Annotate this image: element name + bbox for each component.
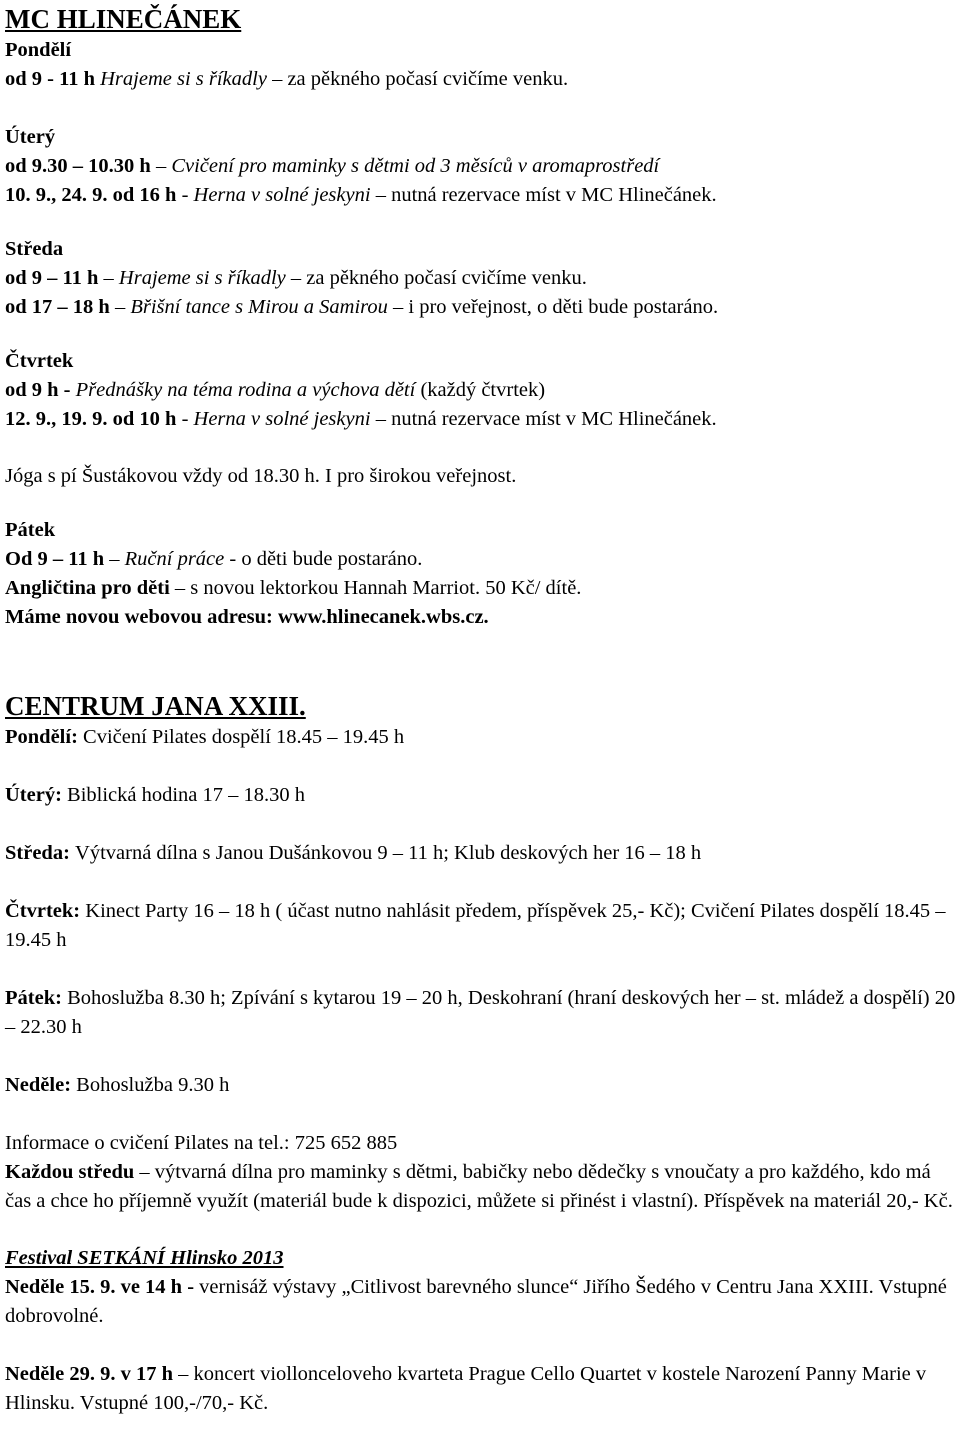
english-note: – s novou lektorkou Hannah Marriot. 50 Kč/ dítě. — [174, 577, 582, 599]
centrum-friday — [5, 984, 957, 1042]
wednesday-line-2 — [5, 293, 957, 322]
centrum-wednesday — [5, 839, 957, 868]
festival-event-2-text: – koncert viollonceloveho kvarteta Prague Cello Quartet v kostele Narození Panny Marie v Hlinsku. Vstupné 100,-/70,- Kč. — [5, 1363, 927, 1414]
friday-activity: – Ruční práce — [109, 548, 230, 570]
wednesday-heading: Středa — [5, 238, 64, 260]
thursday-activity-2: - Herna v solné jeskyni — [181, 408, 376, 430]
centrum-thursday-text: Kinect Party 16 – 18 h ( účast nutno nahlásit předem, příspěvek 25,- Kč); Cvičení Pilates dospělí 18.45 – 19.45 h — [5, 900, 946, 951]
tuesday-line-1 — [5, 152, 957, 181]
tuesday-line-2 — [5, 181, 957, 210]
centrum-monday-label: Pondělí: — [5, 726, 84, 748]
every-wednesday-text: – výtvarná dílna pro maminky s dětmi, babičky nebo dědečky s vnoučaty a pro každého, kdo má čas a chce ho příjemně využít (materiál bude k dispozici, můžete si přinést i vlastní). Příspěvek na materiál 20,- Kč. — [5, 1161, 953, 1212]
wednesday-line-1 — [5, 264, 957, 293]
friday-line-1 — [5, 545, 957, 574]
yoga-line: Jóga s pí Šustákovou vždy od 18.30 h. I pro širokou veřejnost. — [5, 465, 517, 487]
centrum-monday — [5, 723, 957, 752]
thursday-time: od 9 h - — [5, 379, 76, 401]
wednesday-time: od 9 – 11 h — [5, 267, 104, 289]
every-wednesday-label: Každou středu — [5, 1161, 140, 1183]
every-wednesday — [5, 1158, 957, 1216]
festival-event-1-text: vernisáž výstavy „Citlivost barevného slunce“ Jiřího Šedého v Centru Jana XXIII. Vstupné dobrovolné. — [5, 1276, 947, 1327]
festival-event-2-label: Neděle 29. 9. v 17 h — [5, 1363, 179, 1385]
english-label: Angličtina pro děti — [5, 577, 175, 599]
tuesday-note-2: – nutná rezervace míst v MC Hlinečánek. — [375, 184, 717, 206]
tuesday-activity: – Cvičení pro maminky s dětmi od 3 měsíců v aromaprostředí — [155, 155, 660, 177]
wednesday-activity-2: – Břišní tance s Mirou a Samirou – — [114, 296, 409, 318]
festival-title: Festival SETKÁNÍ Hlinsko 2013 — [5, 1247, 284, 1269]
centrum-tuesday — [5, 781, 957, 810]
tuesday-activity-2: - Herna v solné jeskyni — [181, 184, 376, 206]
centrum-title: CENTRUM JANA XXIII. — [5, 691, 306, 721]
festival-event-1-label: Neděle 15. 9. ve 14 h - — [5, 1276, 200, 1298]
wednesday-activity: – Hrajeme si s říkadly – — [103, 267, 307, 289]
thursday-line-1 — [5, 376, 957, 405]
centrum-monday-text: Cvičení Pilates dospělí 18.45 – 19.45 h — [83, 726, 405, 748]
friday-note: - o děti bude postaráno. — [229, 548, 423, 570]
centrum-wednesday-label: Středa: — [5, 842, 76, 864]
festival-event-1 — [5, 1273, 957, 1331]
thursday-line-2 — [5, 405, 957, 434]
english-line — [5, 574, 957, 603]
centrum-thursday-label: Čtvrtek: — [5, 900, 86, 922]
centrum-wednesday-text: Výtvarná dílna s Janou Dušánkovou 9 – 11 h; Klub deskových her 16 – 18 h — [75, 842, 702, 864]
tuesday-heading: Úterý — [5, 126, 56, 148]
centrum-friday-label: Pátek: — [5, 987, 68, 1009]
thursday-activity: Přednášky na téma rodina a výchova dětí — [75, 379, 416, 401]
friday-time: Od 9 – 11 h — [5, 548, 110, 570]
friday-heading: Pátek — [5, 519, 56, 541]
thursday-time-2: od 10 h — [112, 408, 182, 430]
centrum-sunday-text: Bohoslužba 9.30 h — [76, 1074, 230, 1096]
tuesday-dates: 10. 9., 24. 9. od 16 h — [5, 184, 182, 206]
centrum-tuesday-label: Úterý: — [5, 784, 68, 806]
monday-activity: Hrajeme si s říkadly – — [100, 68, 288, 90]
thursday-note-2: – nutná rezervace míst v MC Hlinečánek. — [375, 408, 717, 430]
centrum-friday-text: Bohoslužba 8.30 h; Zpívání s kytarou 19 – 20 h, Deskohraní (hraní deskových her – st. mládež a dospělí) 20 – 22.30 h — [5, 987, 956, 1038]
pilates-info: Informace o cvičení Pilates na tel.: 725 652 885 — [5, 1132, 398, 1154]
wednesday-note: za pěkného počasí cvičíme venku. — [306, 267, 587, 289]
centrum-tuesday-text: Biblická hodina 17 – 18.30 h — [67, 784, 306, 806]
document — [5, 0, 957, 1418]
wednesday-note-2: i pro veřejnost, o děti bude postaráno. — [408, 296, 719, 318]
centrum-sunday-label: Neděle: — [5, 1074, 77, 1096]
thursday-heading: Čtvrtek — [5, 350, 74, 372]
tuesday-time: od 9.30 – 10.30 h — [5, 155, 156, 177]
monday-note: za pěkného počasí cvičíme venku. — [287, 68, 569, 90]
monday-heading: Pondělí — [5, 39, 72, 61]
mc-title: MC HLINEČÁNEK — [5, 4, 242, 34]
centrum-sunday — [5, 1071, 957, 1100]
web-address: Máme novou webovou adresu: www.hlinecanek.wbs.cz. — [5, 606, 489, 628]
centrum-thursday — [5, 897, 957, 955]
thursday-dates: 12. 9., 19. 9. — [5, 408, 113, 430]
monday-time: od 9 - 11 h — [5, 68, 101, 90]
wednesday-time-2: od 17 – 18 h — [5, 296, 115, 318]
festival-event-2 — [5, 1360, 957, 1418]
thursday-note: (každý čtvrtek) — [415, 379, 546, 401]
monday-line — [5, 65, 957, 94]
